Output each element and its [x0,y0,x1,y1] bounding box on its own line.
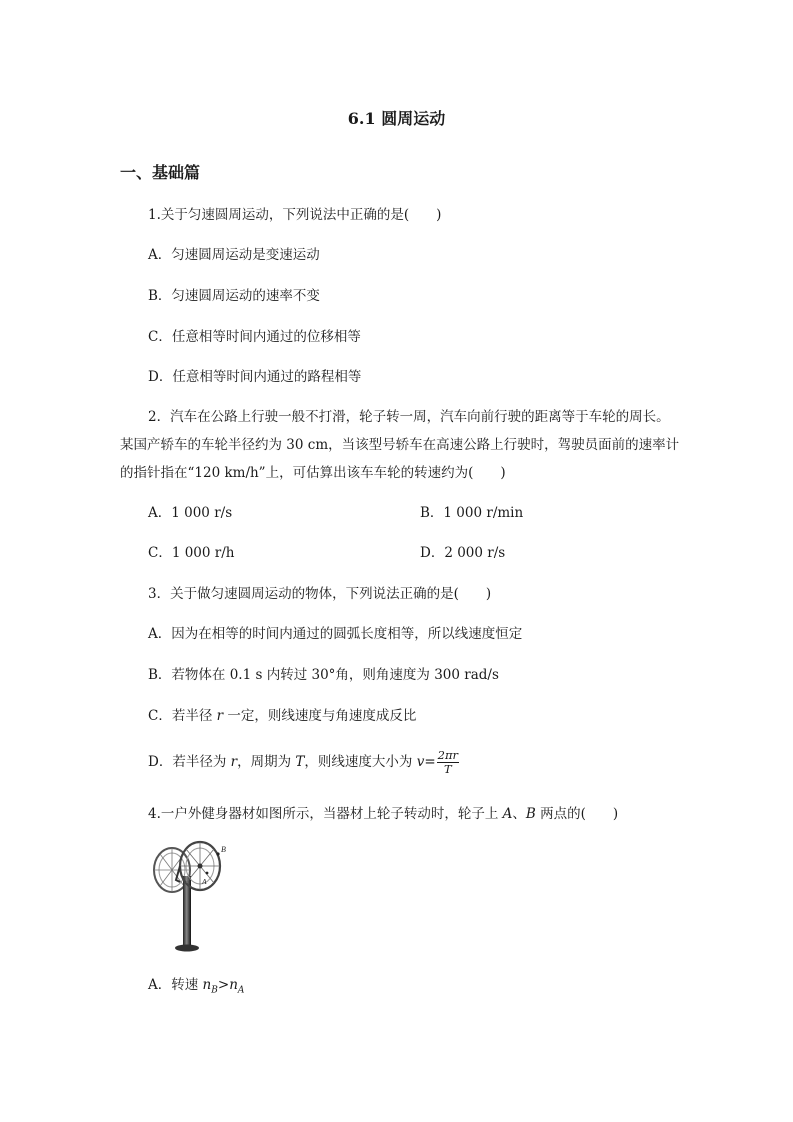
q4-stem [148,804,618,824]
q4-a-gt: > [217,977,230,993]
q3-d-var-r: r [230,754,238,770]
q3-d-text-mid: ，周期为 [237,754,296,770]
page-title: 6.1 圆周运动 [347,109,446,128]
q3-stem: 3．关于做匀速圆周运动的物体，下列说法正确的是( ) [148,586,492,602]
section-heading: 一、基础篇 [120,163,201,182]
q3-d-text-mid2: ，则线速度大小为 [304,754,417,770]
q4-stem-point-a: A [502,806,513,822]
fraction-numerator: 2πr [437,748,459,762]
pole-base [175,945,199,952]
q4-option-a [148,975,244,1001]
q3-option-d [148,746,459,778]
q2-option-b: B．1 000 r/min [420,505,524,521]
point-b-marker [216,852,219,855]
figure-label-b: B [221,845,226,854]
figure-label-a: A [202,877,207,886]
q2-option-d: D．2 000 r/s [420,545,506,561]
q3-c-text-pre: C．若半径 [148,708,217,724]
q4-a-text-pre: A．转速 [148,977,203,993]
q2-stem: 2．汽车在公路上行驶一般不打滑，轮子转一周，汽车向前行驶的距离等于车轮的周长。某国产轿车的车轮半径约为 30 cm，当该型号轿车在高速公路上行驶时，驾驶员面前的速率计的指针指在“120 km/h”上，可估算出该车车轮的转速约为( ) [120,409,680,481]
q3-d-var-T: T [295,754,305,770]
q3-d-text-pre: D．若半径为 [148,754,231,770]
front-wheel [180,842,220,890]
q2-option-a: A．1 000 r/s [148,505,233,521]
q3-c-var-r: r [216,708,224,724]
q3-option-a: A．因为在相等的时间内通过的圆弧长度相等，所以线速度恒定 [148,626,523,642]
q4-stem-pre: 4.一户外健身器材如图所示，当器材上轮子转动时，轮子上 [148,806,503,822]
q3-option-c [148,706,416,726]
q3-c-text-post: 一定，则线速度与角速度成反比 [223,708,417,724]
point-a-marker [206,872,209,875]
q3-option-b: B．若物体在 0.1 s 内转过 30°角，则角速度为 300 rad/s [148,667,499,683]
q4-stem-sep: 、 [512,806,526,822]
q1-option-d: D．任意相等时间内通过的路程相等 [148,369,362,385]
fitness-wheel-figure [150,838,240,958]
q1-stem: 1.关于匀速圆周运动，下列说法中正确的是( ) [148,207,442,223]
q2-option-c: C．1 000 r/h [148,545,235,561]
q4-stem-point-b: B [525,806,536,822]
fraction-denominator: T [444,762,452,776]
q1-option-a: A．匀速圆周运动是变速运动 [148,247,320,263]
q4-a-sub-b: B [211,985,218,996]
q3-d-fraction [437,749,459,776]
q4-a-sub-a: A [237,985,245,996]
q4-stem-post: 两点的( ) [535,806,619,822]
q1-option-c: C．任意相等时间内通过的位移相等 [148,329,361,345]
q3-d-equals: = [424,754,436,770]
q4-a-var-nb: n [202,977,212,993]
q4-a-var-na: n [229,977,238,993]
q1-option-b: B．匀速圆周运动的速率不变 [148,288,320,304]
q3-d-var-v: v [416,754,425,770]
